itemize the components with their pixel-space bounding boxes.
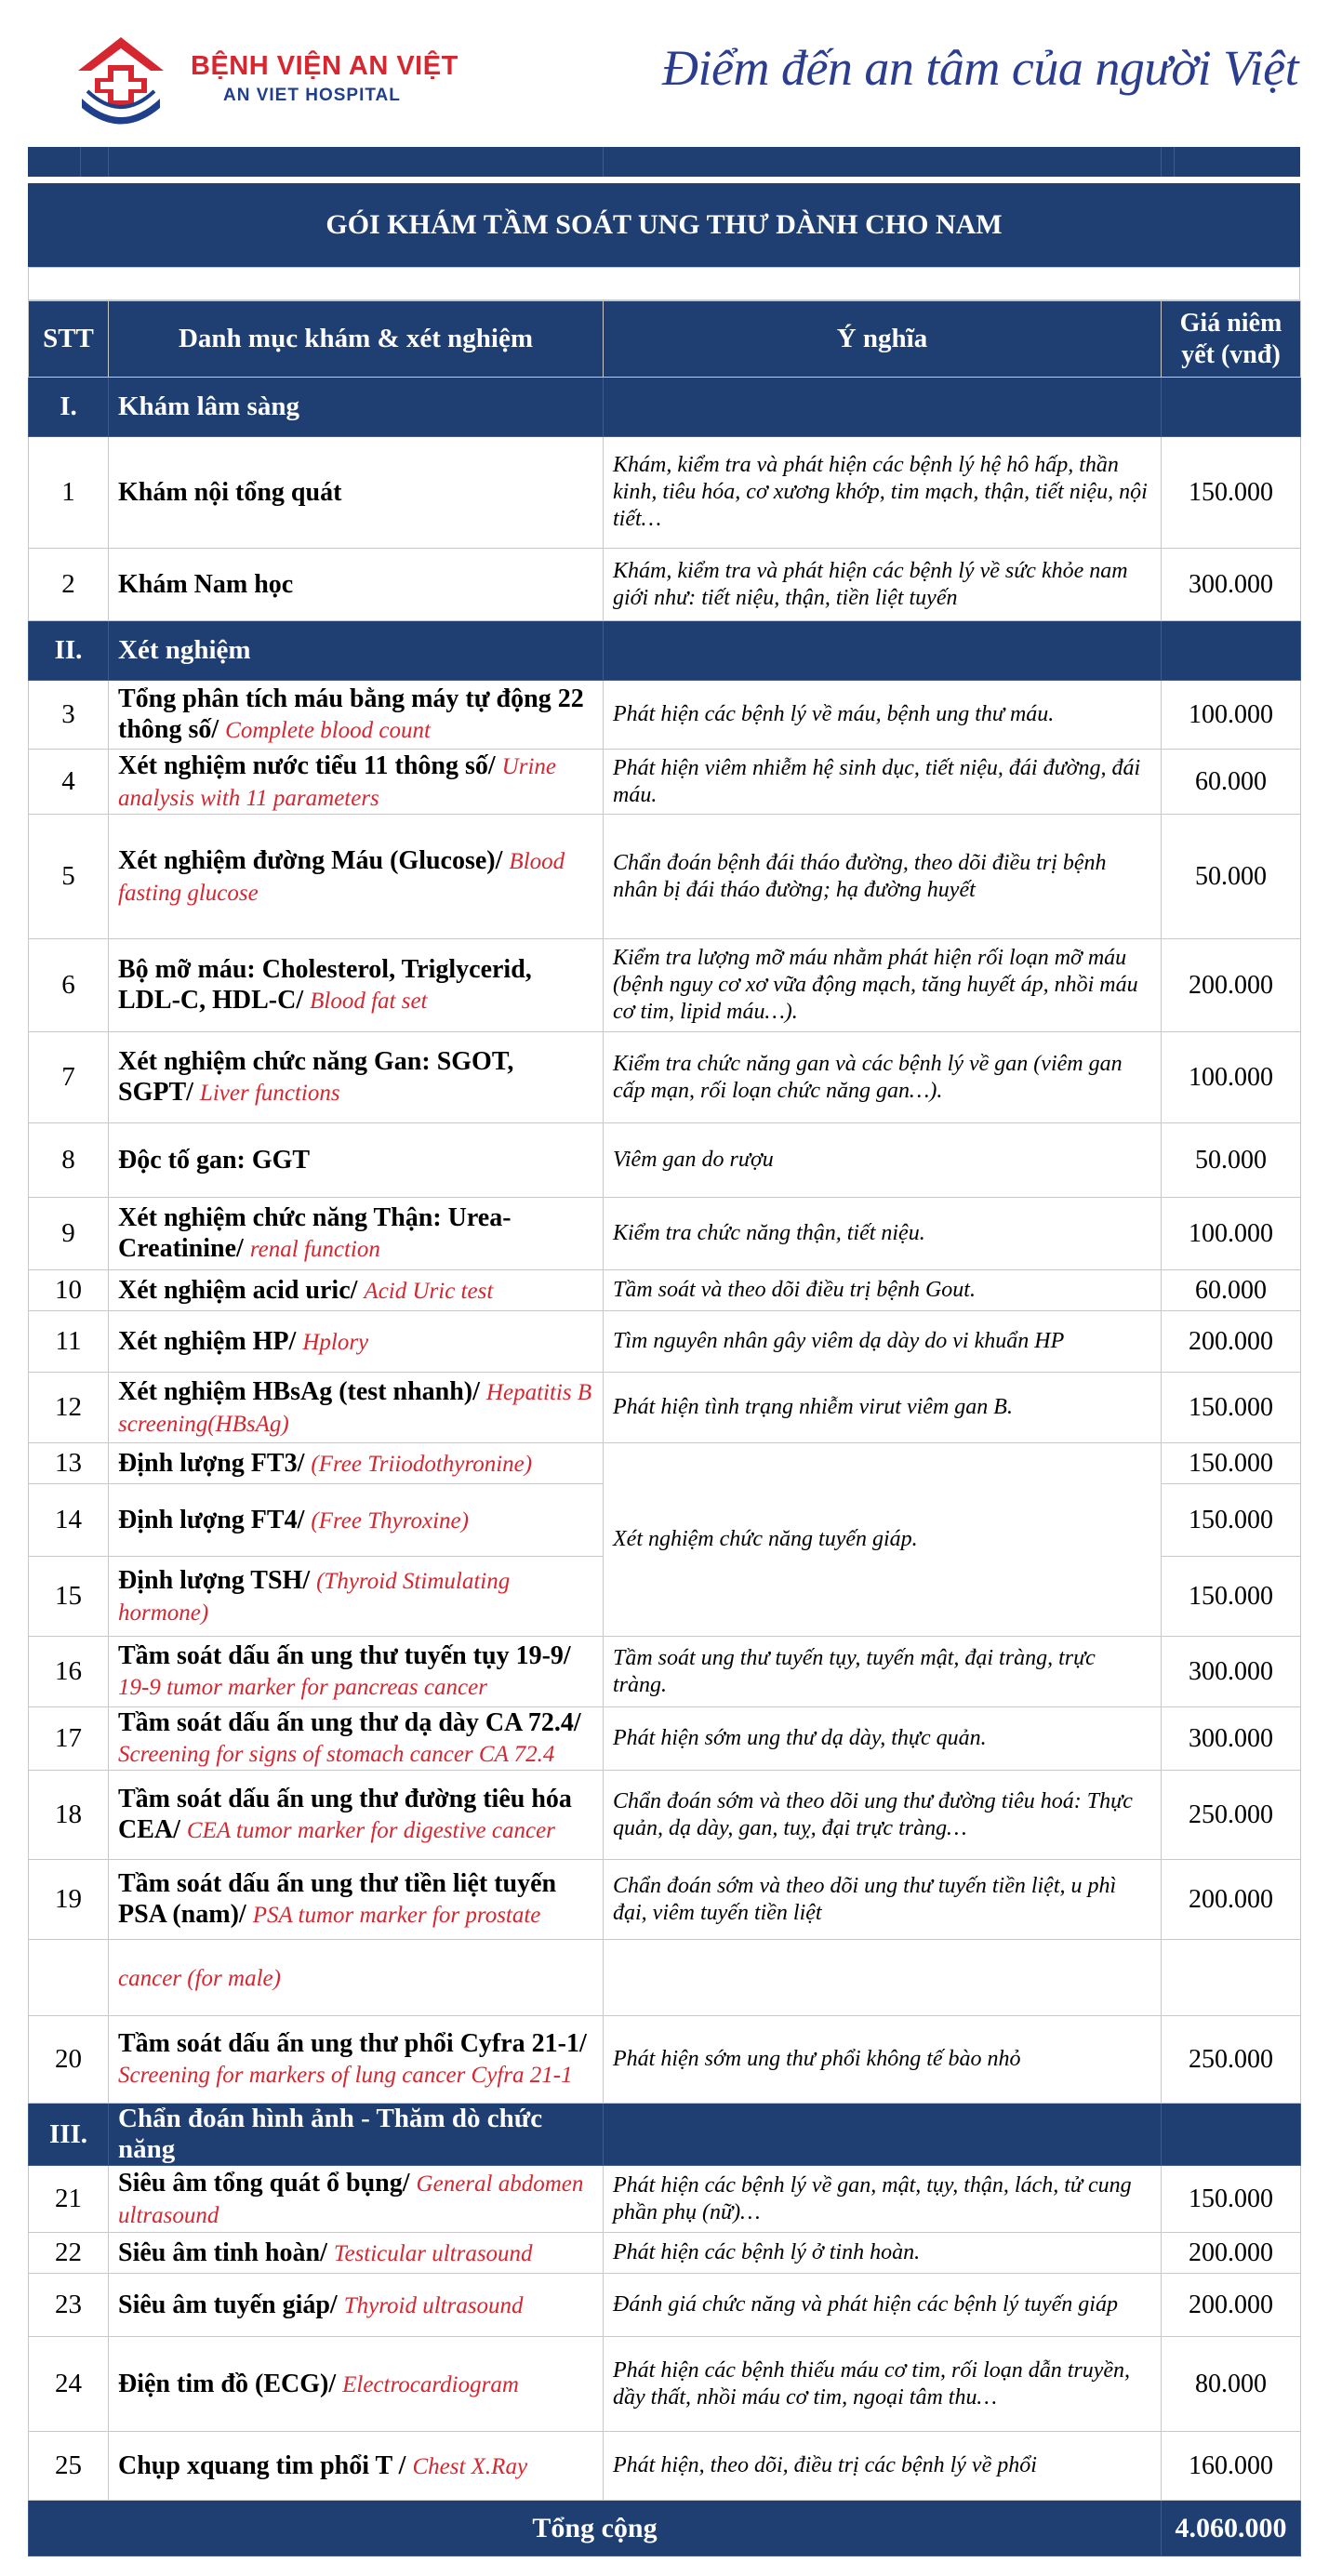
item-name xyxy=(109,1198,604,1270)
item-name-english: Electrocardiogram xyxy=(342,2371,519,2397)
item-name-vietnamese: Định lượng FT4/ xyxy=(118,1505,305,1534)
item-name-english: General abdomen ultrasound xyxy=(118,2171,584,2228)
item-meaning: Đánh giá chức năng và phát hiện các bệnh lý tuyến giáp xyxy=(604,2274,1162,2337)
item-name-vietnamese: Bộ mỡ máu: Cholesterol, Triglycerid, LDL-C, HDL-C/ xyxy=(118,955,532,1015)
row-number: 19 xyxy=(29,1860,109,1940)
item-name-english: Screening for signs of stomach cancer CA 72.4 xyxy=(118,1742,555,1767)
item-name-english: Blood fasting glucose xyxy=(118,848,565,906)
item-name xyxy=(109,2337,604,2432)
item-name-vietnamese: Siêu âm tinh hoàn/ xyxy=(118,2237,327,2267)
table-row xyxy=(29,2337,1301,2432)
item-price: 200.000 xyxy=(1162,2233,1301,2274)
table-row xyxy=(29,549,1301,621)
item-price: 150.000 xyxy=(1162,2166,1301,2233)
row-number: 17 xyxy=(29,1707,109,1771)
row-number: 1 xyxy=(29,437,109,549)
item-price: 200.000 xyxy=(1162,2274,1301,2337)
row-number: 2 xyxy=(29,549,109,621)
item-name xyxy=(109,549,604,621)
item-meaning: Khám, kiểm tra và phát hiện các bệnh lý hệ hô hấp, thần kinh, tiêu hóa, cơ xương khớp, tim mạch, thận, tiết niệu, nội tiết… xyxy=(604,437,1162,549)
price-table xyxy=(28,300,1301,2556)
item-name xyxy=(109,1860,604,1940)
item-name-vietnamese: Điện tim đồ (ECG)/ xyxy=(118,2369,337,2398)
section-title: Xét nghiệm xyxy=(109,621,604,681)
item-name xyxy=(109,1373,604,1443)
item-price: 150.000 xyxy=(1162,1484,1301,1557)
item-name xyxy=(109,437,604,549)
row-number: 5 xyxy=(29,815,109,939)
item-name xyxy=(109,750,604,815)
spacer-row xyxy=(28,267,1300,300)
table-row xyxy=(29,1032,1301,1123)
item-name-english: Blood fat set xyxy=(310,989,428,1014)
item-name xyxy=(109,2166,604,2233)
item-meaning: Chẩn đoán bệnh đái tháo đường, theo dõi điều trị bệnh nhân bị đái tháo đường; hạ đường huyết xyxy=(604,815,1162,939)
section-number: III. xyxy=(29,2104,109,2166)
item-price: 50.000 xyxy=(1162,815,1301,939)
table-row xyxy=(29,815,1301,939)
row-number: 14 xyxy=(29,1484,109,1557)
page-header xyxy=(0,0,1342,149)
item-name-vietnamese: Tầm soát dấu ấn ung thư đường tiêu hóa CEA/ xyxy=(118,1785,572,1844)
section-empty-cell xyxy=(1162,378,1301,437)
row-number: 20 xyxy=(29,2016,109,2104)
item-name xyxy=(109,1032,604,1123)
item-name-vietnamese: Tầm soát dấu ấn ung thư phổi Cyfra 21-1/ xyxy=(118,2029,587,2058)
item-meaning: Phát hiện các bệnh lý ở tinh hoàn. xyxy=(604,2233,1162,2274)
item-price xyxy=(1162,1940,1301,2016)
row-number: 10 xyxy=(29,1270,109,1311)
item-price: 200.000 xyxy=(1162,1311,1301,1373)
item-meaning: Phát hiện sớm ung thư phổi không tế bào nhỏ xyxy=(604,2016,1162,2104)
item-meaning: Kiểm tra chức năng gan và các bệnh lý về gan (viêm gan cấp mạn, rối loạn chức năng gan…). xyxy=(604,1032,1162,1123)
item-name-vietnamese: Khám nội tổng quát xyxy=(118,478,342,507)
table-row xyxy=(29,681,1301,750)
item-name-vietnamese: Xét nghiệm acid uric/ xyxy=(118,1275,358,1305)
table-row xyxy=(29,1373,1301,1443)
item-meaning: Kiểm tra lượng mỡ máu nhằm phát hiện rối loạn mỡ máu (bệnh nguy cơ xơ vữa động mạch, tăng huyết áp, nhồi máu cơ tim, lipid máu…). xyxy=(604,939,1162,1032)
item-name-english: PSA tumor marker for prostate xyxy=(252,1903,541,1928)
item-meaning: Khám, kiểm tra và phát hiện các bệnh lý về sức khỏe nam giới như: tiết niệu, thận, tiền liệt tuyến xyxy=(604,549,1162,621)
item-price: 150.000 xyxy=(1162,437,1301,549)
section-empty-cell xyxy=(604,2104,1162,2166)
section-empty-cell xyxy=(604,621,1162,681)
section-row xyxy=(29,621,1301,681)
item-name-english: cancer (for male) xyxy=(118,1965,281,1991)
item-name xyxy=(109,2274,604,2337)
item-name-vietnamese: Siêu âm tổng quát ổ bụng/ xyxy=(118,2168,410,2198)
row-number: 16 xyxy=(29,1637,109,1707)
table-row xyxy=(29,1771,1301,1860)
item-name-vietnamese: Khám Nam học xyxy=(118,570,294,599)
item-name-english: 19-9 tumor marker for pancreas cancer xyxy=(118,1675,487,1700)
item-name-vietnamese: Tổng phân tích máu bằng máy tự động 22 thông số/ xyxy=(118,684,584,744)
item-meaning: Kiểm tra chức năng thận, tiết niệu. xyxy=(604,1198,1162,1270)
table-row xyxy=(29,1311,1301,1373)
item-price: 80.000 xyxy=(1162,2337,1301,2432)
item-name-vietnamese: Độc tố gan: GGT xyxy=(118,1146,311,1175)
item-meaning: Phát hiện các bệnh lý về gan, mật, tụy, thận, lách, tử cung phần phụ (nữ)… xyxy=(604,2166,1162,2233)
item-meaning: Phát hiện viêm nhiễm hệ sinh dục, tiết niệu, đái đường, đái máu. xyxy=(604,750,1162,815)
item-name-vietnamese: Tầm soát dấu ấn ung thư dạ dày CA 72.4/ xyxy=(118,1708,581,1737)
item-name xyxy=(109,1557,604,1637)
item-name xyxy=(109,1707,604,1771)
table-row xyxy=(29,1707,1301,1771)
item-name-vietnamese: Xét nghiệm đường Máu (Glucose)/ xyxy=(118,845,503,875)
hospital-name: BỆNH VIỆN AN VIỆT xyxy=(191,51,458,81)
item-meaning: Tầm soát ung thư tuyến tụy, tuyến mật, đại tràng, trực tràng. xyxy=(604,1637,1162,1707)
item-name xyxy=(109,1940,604,2016)
item-name-vietnamese: Xét nghiệm chức năng Gan: SGOT, SGPT/ xyxy=(118,1047,514,1107)
item-name xyxy=(109,1270,604,1311)
item-name-vietnamese: Tầm soát dấu ấn ung thư tuyến tụy 19-9/ xyxy=(118,1641,571,1670)
row-number: 12 xyxy=(29,1373,109,1443)
item-price: 200.000 xyxy=(1162,939,1301,1032)
item-price: 250.000 xyxy=(1162,2016,1301,2104)
row-number: 22 xyxy=(29,2233,109,2274)
table-row xyxy=(29,1443,1301,1484)
row-number: 4 xyxy=(29,750,109,815)
item-meaning: Phát hiện các bệnh lý về máu, bệnh ung thư máu. xyxy=(604,681,1162,750)
item-name-english: (Free Triiodothyronine) xyxy=(311,1451,533,1477)
item-meaning: Chẩn đoán sớm và theo dõi ung thư đường tiêu hoá: Thực quản, dạ dày, gan, tuỵ, đại trực tràng… xyxy=(604,1771,1162,1860)
item-name-english: CEA tumor marker for digestive cancer xyxy=(186,1818,555,1843)
item-name-english: Screening for markers of lung cancer Cyfra 21-1 xyxy=(118,2063,573,2088)
row-number xyxy=(29,1940,109,2016)
item-name-english: Urine analysis with 11 parameters xyxy=(118,753,556,811)
item-price: 250.000 xyxy=(1162,1771,1301,1860)
row-number: 11 xyxy=(29,1311,109,1373)
row-number: 25 xyxy=(29,2432,109,2501)
item-meaning: Tìm nguyên nhân gây viêm dạ dày do vi khuẩn HP xyxy=(604,1311,1162,1373)
item-name-english: Complete blood count xyxy=(225,718,431,743)
section-number: I. xyxy=(29,378,109,437)
item-meaning: Phát hiện, theo dõi, điều trị các bệnh lý về phổi xyxy=(604,2432,1162,2501)
table-row xyxy=(29,2166,1301,2233)
column-header-price-line2: yết (vnđ) xyxy=(1181,339,1281,369)
item-price: 150.000 xyxy=(1162,1557,1301,1637)
table-row xyxy=(29,437,1301,549)
item-name xyxy=(109,1123,604,1198)
section-empty-cell xyxy=(1162,621,1301,681)
item-name xyxy=(109,815,604,939)
table-row xyxy=(29,1198,1301,1270)
row-number: 23 xyxy=(29,2274,109,2337)
table-row xyxy=(29,1860,1301,1940)
item-name xyxy=(109,2233,604,2274)
table-row xyxy=(29,939,1301,1032)
row-number: 13 xyxy=(29,1443,109,1484)
item-meaning: Chẩn đoán sớm và theo dõi ung thư tuyến tiền liệt, u phì đại, viêm tuyến tiền liệt xyxy=(604,1860,1162,1940)
row-number: 24 xyxy=(29,2337,109,2432)
item-name-english: Chest X.Ray xyxy=(412,2453,528,2479)
column-header-price xyxy=(1162,301,1301,378)
item-name xyxy=(109,1484,604,1557)
row-number: 18 xyxy=(29,1771,109,1860)
total-label: Tổng cộng xyxy=(29,2501,1162,2556)
item-price: 60.000 xyxy=(1162,1270,1301,1311)
item-price: 50.000 xyxy=(1162,1123,1301,1198)
table-row xyxy=(29,1270,1301,1311)
table-row xyxy=(29,2432,1301,2501)
row-number: 7 xyxy=(29,1032,109,1123)
item-price: 300.000 xyxy=(1162,1707,1301,1771)
item-name-english: Hepatitis B screening(HBsAg) xyxy=(118,1379,592,1437)
table-row xyxy=(29,1940,1301,2016)
table-row xyxy=(29,1123,1301,1198)
item-meaning: Tầm soát và theo dõi điều trị bệnh Gout. xyxy=(604,1270,1162,1311)
item-price: 150.000 xyxy=(1162,1443,1301,1484)
item-name-vietnamese: Xét nghiệm HBsAg (test nhanh)/ xyxy=(118,1376,480,1406)
row-number: 21 xyxy=(29,2166,109,2233)
item-name-vietnamese: Chụp xquang tim phổi T / xyxy=(118,2450,406,2480)
table-row xyxy=(29,2274,1301,2337)
item-meaning: Viêm gan do rượu xyxy=(604,1123,1162,1198)
item-name-english: (Free Thyroxine) xyxy=(311,1507,469,1534)
item-meaning: Xét nghiệm chức năng tuyến giáp. xyxy=(604,1443,1162,1637)
item-price: 100.000 xyxy=(1162,1198,1301,1270)
item-name xyxy=(109,1771,604,1860)
item-name-english: Acid Uric test xyxy=(364,1278,494,1304)
item-name xyxy=(109,1637,604,1707)
item-name-english: (Thyroid Stimulating hormone) xyxy=(118,1568,511,1626)
item-meaning xyxy=(604,1940,1162,2016)
section-empty-cell xyxy=(604,378,1162,437)
section-title: Khám lâm sàng xyxy=(109,378,604,437)
item-name-english: Hplory xyxy=(302,1329,369,1355)
section-row xyxy=(29,2104,1301,2166)
item-price: 150.000 xyxy=(1162,1373,1301,1443)
row-number: 6 xyxy=(29,939,109,1032)
package-title: GÓI KHÁM TẦM SOÁT UNG THƯ DÀNH CHO NAM xyxy=(28,183,1300,267)
total-amount: 4.060.000 xyxy=(1162,2501,1301,2556)
item-name-vietnamese: Xét nghiệm nước tiểu 11 thông số/ xyxy=(118,750,496,780)
item-name xyxy=(109,1443,604,1484)
item-name xyxy=(109,2016,604,2104)
column-header-meaning: Ý nghĩa xyxy=(604,301,1162,378)
table-row xyxy=(29,1637,1301,1707)
decorative-band xyxy=(28,147,1300,177)
row-number: 9 xyxy=(29,1198,109,1270)
item-price: 300.000 xyxy=(1162,1637,1301,1707)
item-name-vietnamese: Xét nghiệm HP/ xyxy=(118,1326,297,1356)
section-row xyxy=(29,378,1301,437)
item-name xyxy=(109,1311,604,1373)
row-number: 3 xyxy=(29,681,109,750)
column-header-item: Danh mục khám & xét nghiệm xyxy=(109,301,604,378)
table-row xyxy=(29,750,1301,815)
row-number: 8 xyxy=(29,1123,109,1198)
item-name-english: Thyroid ultrasound xyxy=(343,2292,524,2318)
hospital-name-english: AN VIET HOSPITAL xyxy=(223,86,401,105)
column-header-stt: STT xyxy=(29,301,109,378)
table-row xyxy=(29,2016,1301,2104)
table-body xyxy=(29,378,1301,2501)
item-name-vietnamese: Tầm soát dấu ấn ung thư tiền liệt tuyến PSA (nam)/ xyxy=(118,1869,557,1929)
item-meaning: Phát hiện sớm ung thư dạ dày, thực quản. xyxy=(604,1707,1162,1771)
item-price: 100.000 xyxy=(1162,681,1301,750)
item-name-english: Liver functions xyxy=(199,1081,340,1106)
table-row xyxy=(29,2233,1301,2274)
item-name xyxy=(109,939,604,1032)
item-name-english: renal function xyxy=(249,1237,380,1262)
column-header-price-line1: Giá niêm xyxy=(1179,308,1282,338)
section-title: Chẩn đoán hình ảnh - Thăm dò chức năng xyxy=(109,2104,604,2166)
item-price: 300.000 xyxy=(1162,549,1301,621)
item-price: 160.000 xyxy=(1162,2432,1301,2501)
item-name-vietnamese: Định lượng FT3/ xyxy=(118,1448,305,1478)
row-number: 15 xyxy=(29,1557,109,1637)
slogan: Điểm đến an tâm của người Việt xyxy=(662,40,1299,96)
item-name-vietnamese: Xét nghiệm chức năng Thận: Urea-Creatinine/ xyxy=(118,1203,512,1263)
item-name xyxy=(109,2432,604,2501)
section-empty-cell xyxy=(1162,2104,1301,2166)
item-price: 200.000 xyxy=(1162,1860,1301,1940)
item-name-english: Testicular ultrasound xyxy=(333,2240,533,2266)
item-name xyxy=(109,681,604,750)
item-price: 60.000 xyxy=(1162,750,1301,815)
table-header-row xyxy=(29,301,1301,378)
hospital-logo-icon xyxy=(74,33,167,126)
item-name-vietnamese: Siêu âm tuyến giáp/ xyxy=(118,2290,338,2319)
item-name-vietnamese: Định lượng TSH/ xyxy=(118,1565,311,1595)
item-meaning: Phát hiện tình trạng nhiễm virut viêm gan B. xyxy=(604,1373,1162,1443)
item-meaning: Phát hiện các bệnh thiếu máu cơ tim, rối loạn dẫn truyền, dầy thất, nhồi máu cơ tim, ngoại tâm thu… xyxy=(604,2337,1162,2432)
item-price: 100.000 xyxy=(1162,1032,1301,1123)
section-number: II. xyxy=(29,621,109,681)
total-row xyxy=(29,2501,1301,2556)
